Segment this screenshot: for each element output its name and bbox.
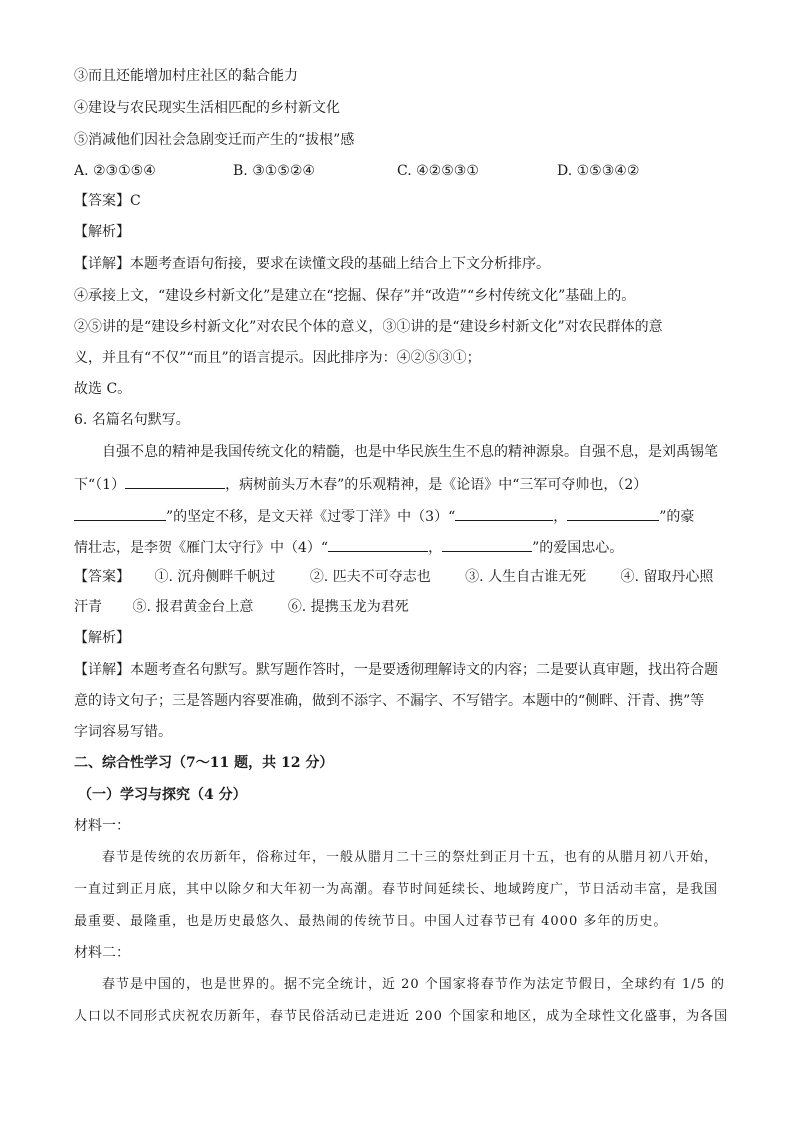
fill-blank-4b[interactable] bbox=[442, 536, 532, 552]
option-c: C. ④②⑤③① bbox=[397, 163, 479, 179]
material-1-line-3: 最重要、最隆重，也是历史最悠久、最热闹的传统节日。中国人过春节已有 4000 多年的历史。 bbox=[74, 914, 668, 929]
q6-detail-line-2: 意的诗文句子；三是答题内容要准确，做到不添字、不漏字、不写错字。本题中的“侧畔、汗青、携”等 bbox=[74, 693, 705, 709]
option-a: A. ②③①⑤④ bbox=[74, 163, 156, 179]
q6-text: 下“（1） bbox=[74, 477, 126, 493]
answer-item: ④. 留取丹心照 bbox=[620, 569, 714, 585]
q6-text: ，病树前头万木春”的乐观精神，是《论语》中“三军可夺帅也，（2） bbox=[225, 477, 648, 493]
answer-item: ②. 匹夫不可夺志也 bbox=[309, 569, 431, 585]
q5-detail-line-1: 【详解】本题考查语句衔接，要求在读懂文段的基础上结合上下文分析排序。 bbox=[74, 256, 550, 272]
section-2-subtitle: （一）学习与探究（4 分） bbox=[78, 787, 247, 803]
answer-item: ①. 沉舟侧畔千帆过 bbox=[154, 569, 276, 585]
q6-text: ”的坚定不移，是文天祥《过零丁洋》中（3）“ bbox=[166, 509, 456, 525]
answer-value: C bbox=[130, 193, 141, 209]
option-d: D. ①⑤③④② bbox=[557, 163, 640, 179]
section-2-title: 二、综合性学习（7～11 题，共 12 分） bbox=[74, 755, 334, 771]
q6-answer-line-1 bbox=[74, 567, 713, 587]
material-2-line-1: 春节是中国的，也是世界的。据不完全统计，近 20 个国家将春节作为法定节假日，全球约有 1/5 的 bbox=[102, 977, 725, 992]
q6-text: ， bbox=[428, 540, 443, 556]
q6-analysis-tag: 【解析】 bbox=[74, 630, 130, 646]
sentence-3: ③而且还能增加村庄社区的黏合能力 bbox=[74, 68, 298, 84]
fill-blank-1[interactable] bbox=[125, 473, 225, 489]
q5-answer bbox=[74, 191, 141, 211]
q5-detail-line-2: ④承接上文，“建设乡村新文化”是建立在“挖掘、保存”并“改造”“乡村传统文化”基础上的。 bbox=[74, 288, 636, 304]
q6-text: ”的爱国忠心。 bbox=[532, 540, 624, 556]
q5-detail-line-4: 义，并且有“不仅”“而且”的语言提示。因此排序为：④②⑤③①； bbox=[74, 350, 481, 366]
answer-tag: 【答案】 bbox=[74, 569, 130, 585]
material-1-label: 材料一： bbox=[74, 818, 130, 834]
material-2-line-2: 人口以不同形式庆祝农历新年，春节民俗活动已走进近 200 个国家和地区，成为全球性文化盛事，为各国 bbox=[74, 1009, 729, 1024]
sentence-4: ④建设与农民现实生活相匹配的乡村新文化 bbox=[74, 100, 340, 116]
answer-item: 汗青 bbox=[74, 599, 102, 615]
fill-blank-4a[interactable] bbox=[328, 536, 428, 552]
q5-detail-line-3: ②⑤讲的是“建设乡村新文化”对农民个体的意义，③①讲的是“建设乡村新文化”对农民群体的意 bbox=[74, 319, 663, 335]
material-1-line-2: 一直过到正月底，其中以除夕和大年初一为高潮。春节时间延续长、地域跨度广，节日活动丰富，是我国 bbox=[74, 882, 719, 897]
q6-text: ， bbox=[553, 509, 568, 525]
q6-paragraph-line-4 bbox=[74, 536, 623, 558]
fill-blank-3a[interactable] bbox=[455, 505, 553, 521]
q6-detail-line-3: 字词容易写错。 bbox=[74, 724, 172, 740]
q6-text: 情壮志，是李贺《雁门太守行》中（4）“ bbox=[74, 540, 329, 556]
answer-item: ⑤. 报君黄金台上意 bbox=[132, 599, 254, 615]
material-1-line-1: 春节是传统的农历新年，俗称过年，一般从腊月二十三的祭灶到正月十五，也有的从腊月初八开始， bbox=[102, 850, 719, 865]
q6-detail-line-1: 【详解】本题考查名句默写。默写题作答时，一是要透彻理解诗文的内容；二是要认真审题，找出符合题 bbox=[74, 662, 718, 678]
q5-analysis-tag: 【解析】 bbox=[74, 224, 130, 240]
material-2-label: 材料二： bbox=[74, 945, 130, 961]
fill-blank-3b[interactable] bbox=[567, 505, 659, 521]
q6-text: ”的豪 bbox=[659, 509, 695, 525]
answer-item: ③. 人生自古谁无死 bbox=[465, 569, 587, 585]
q6-paragraph-line-2 bbox=[74, 473, 647, 495]
fill-blank-2[interactable] bbox=[74, 505, 166, 521]
q6-answer-line-2 bbox=[74, 597, 409, 617]
answer-item: ⑥. 提携玉龙为君死 bbox=[287, 599, 409, 615]
q6-paragraph-line-3 bbox=[74, 505, 694, 527]
answer-tag: 【答案】 bbox=[74, 193, 130, 209]
q6-paragraph-line-1: 自强不息的精神是我国传统文化的精髓，也是中华民族生生不息的精神源泉。自强不息，是刘禹锡笔 bbox=[102, 444, 718, 460]
sentence-5: ⑤消减他们因社会急剧变迁而产生的“拔根”感 bbox=[74, 132, 355, 148]
q5-detail-line-5: 故选 C。 bbox=[74, 381, 132, 397]
q6-title: 6. 名篇名句默写。 bbox=[74, 412, 190, 428]
option-b: B. ③①⑤②④ bbox=[233, 163, 315, 179]
